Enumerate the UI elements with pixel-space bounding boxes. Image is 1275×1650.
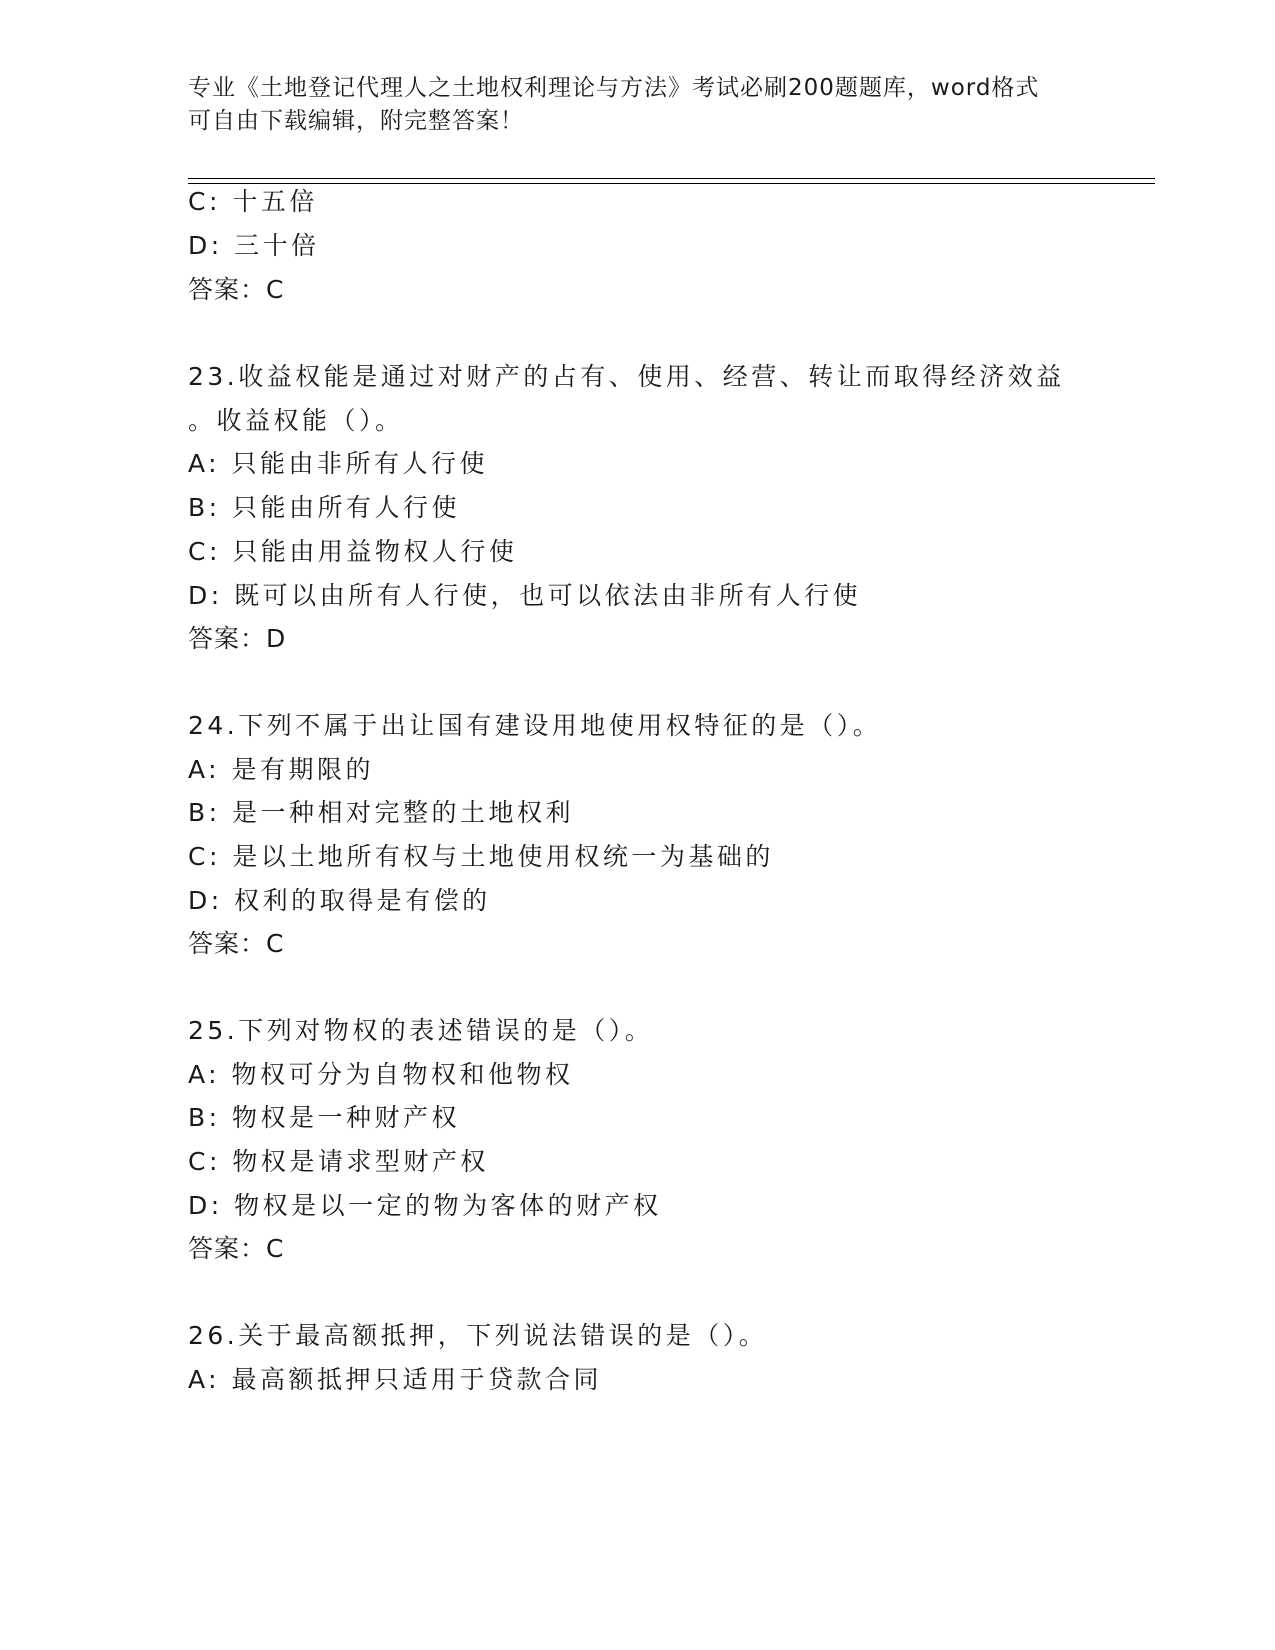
document-header xyxy=(188,72,1088,138)
q23-option-c: C: 只能由用益物权人行使 xyxy=(188,537,518,566)
q23-option-d: D: 既可以由所有人行使，也可以依法由非所有人行使 xyxy=(188,581,862,610)
q23-option-a: A: 只能由非所有人行使 xyxy=(188,449,489,478)
q25-option-b: B: 物权是一种财产权 xyxy=(188,1103,461,1132)
q25-stem: 25.下列对物权的表述错误的是（）。 xyxy=(188,1016,654,1045)
header-rule-top xyxy=(188,178,1155,179)
q24-option-d: D: 权利的取得是有偿的 xyxy=(188,886,491,915)
header-rule-bottom xyxy=(188,183,1155,184)
q24-option-c: C: 是以土地所有权与土地使用权统一为基础的 xyxy=(188,842,774,871)
q23-option-b: B: 只能由所有人行使 xyxy=(188,493,461,522)
q24-option-a: A: 是有期限的 xyxy=(188,755,375,784)
q22-option-c: C: 十五倍 xyxy=(188,187,318,216)
header-line-2: 可自由下载编辑，附完整答案！ xyxy=(188,108,524,134)
q26-option-a: A: 最高额抵押只适用于贷款合同 xyxy=(188,1365,603,1394)
q25-option-d: D: 物权是以一定的物为客体的财产权 xyxy=(188,1191,662,1220)
q23-stem-line-2: 。收益权能（）。 xyxy=(188,406,404,435)
q26-stem: 26.关于最高额抵押，下列说法错误的是（）。 xyxy=(188,1321,768,1350)
q22-answer: 答案：C xyxy=(188,275,285,304)
q22-option-d: D: 三十倍 xyxy=(188,231,320,260)
q23-answer: 答案：D xyxy=(188,624,287,653)
q25-answer: 答案：C xyxy=(188,1234,285,1263)
q24-stem: 24.下列不属于出让国有建设用地使用权特征的是（）。 xyxy=(188,711,882,740)
q24-option-b: B: 是一种相对完整的土地权利 xyxy=(188,798,575,827)
q24-answer: 答案：C xyxy=(188,929,285,958)
q25-option-c: C: 物权是请求型财产权 xyxy=(188,1147,489,1176)
q23-stem-line-1: 23.收益权能是通过对财产的占有、使用、经营、转让而取得经济效益 xyxy=(188,362,1065,391)
q25-option-a: A: 物权可分为自物权和他物权 xyxy=(188,1060,574,1089)
header-line-1: 专业《土地登记代理人之土地权利理论与方法》考试必刷200题题库，word格式 xyxy=(188,75,1040,101)
